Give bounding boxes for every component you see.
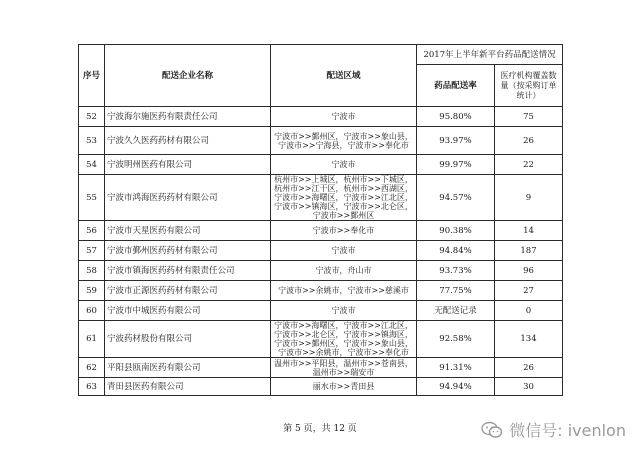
- row-region: 宁波市>>鄞州区，宁波市>>象山县，宁波市>>宁海县，宁波市>>奉化市: [271, 127, 417, 155]
- row-rate: 无配送记录: [417, 301, 495, 321]
- row-index: 52: [79, 107, 105, 127]
- row-index: 53: [79, 127, 105, 155]
- row-rate: 90.38%: [417, 221, 495, 241]
- page-number: 第 5 页，共 12 页: [283, 424, 357, 434]
- row-coverage: 22: [495, 155, 563, 175]
- row-coverage: 187: [495, 241, 563, 261]
- row-coverage: 26: [495, 127, 563, 155]
- row-company: 宁波市鸿海医药药材有限公司: [105, 175, 271, 221]
- table-row: [79, 301, 563, 321]
- delivery-table: [78, 44, 563, 396]
- row-index: 63: [79, 378, 105, 396]
- row-coverage: 27: [495, 281, 563, 301]
- header-rate: 药品配送率: [417, 65, 495, 107]
- row-coverage: 14: [495, 221, 563, 241]
- row-region: 杭州市>>上城区，杭州市>>下城区，杭州市>>江干区，杭州市>>西湖区，宁波市>>海曙区，宁波市>>江北区，宁波市>>镇海区，宁波市>>北仑区，宁波市>>鄞州区: [271, 175, 417, 221]
- table-row: [79, 281, 563, 301]
- row-region: 宁波市: [271, 241, 417, 261]
- row-index: 61: [79, 321, 105, 358]
- header-company: 配送企业名称: [105, 45, 271, 107]
- row-rate: 91.31%: [417, 358, 495, 378]
- row-index: 56: [79, 221, 105, 241]
- row-region: 宁波市>>奉化市: [271, 221, 417, 241]
- table-row: [79, 241, 563, 261]
- row-index: 58: [79, 261, 105, 281]
- table-row: [79, 358, 563, 378]
- watermark: [481, 418, 626, 441]
- row-region: 宁波市: [271, 301, 417, 321]
- table-row: [79, 175, 563, 221]
- row-rate: 94.57%: [417, 175, 495, 221]
- row-index: 60: [79, 301, 105, 321]
- table-row: [79, 107, 563, 127]
- row-coverage: 134: [495, 321, 563, 358]
- row-rate: 93.73%: [417, 261, 495, 281]
- row-coverage: 26: [495, 358, 563, 378]
- row-company: 宁波市中城医药有限公司: [105, 301, 271, 321]
- table-row: [79, 127, 563, 155]
- row-index: 54: [79, 155, 105, 175]
- row-rate: 77.75%: [417, 281, 495, 301]
- row-rate: 92.58%: [417, 321, 495, 358]
- row-rate: 95.80%: [417, 107, 495, 127]
- table-body: [79, 107, 563, 396]
- watermark-text: 微信号: ivenlon: [509, 421, 626, 440]
- table-row: [79, 321, 563, 358]
- header-coverage: 医疗机构覆盖数量（按采购订单统计）: [495, 65, 563, 107]
- row-region: 宁波市>>余姚市，宁波市>>慈溪市: [271, 281, 417, 301]
- row-company: 宁波久久医药药材有限公司: [105, 127, 271, 155]
- row-region: 温州市>>平阳县，温州市>>苍南县，温州市>>瑞安市: [271, 358, 417, 378]
- row-coverage: 75: [495, 107, 563, 127]
- row-rate: 93.97%: [417, 127, 495, 155]
- row-region: 宁波市: [271, 155, 417, 175]
- header-index: 序号: [79, 45, 105, 107]
- row-rate: 94.84%: [417, 241, 495, 261]
- row-company: 宁波市镇海医药药材有限责任公司: [105, 261, 271, 281]
- row-region: 宁波市: [271, 107, 417, 127]
- row-region: 宁波市，舟山市: [271, 261, 417, 281]
- header-region: 配送区域: [271, 45, 417, 107]
- row-index: 55: [79, 175, 105, 221]
- table-row: [79, 155, 563, 175]
- table-row: [79, 261, 563, 281]
- table-row: [79, 221, 563, 241]
- row-company: 宁波市正源医药药材有限公司: [105, 281, 271, 301]
- row-company: 宁波明州医药有限公司: [105, 155, 271, 175]
- row-company: 宁波药材股份有限公司: [105, 321, 271, 358]
- wechat-icon: [481, 421, 503, 439]
- row-index: 59: [79, 281, 105, 301]
- row-region: 丽水市>>青田县: [271, 378, 417, 396]
- row-region: 宁波市>>海曙区，宁波市>>江北区，宁波市>>北仑区，宁波市>>镇海区，宁波市>>鄞州区，宁波市>>象山县，宁波市>>余姚市，宁波市>>奉化市: [271, 321, 417, 358]
- header-row-1: [79, 45, 563, 65]
- row-coverage: 9: [495, 175, 563, 221]
- row-index: 62: [79, 358, 105, 378]
- row-rate: 99.97%: [417, 155, 495, 175]
- row-index: 57: [79, 241, 105, 261]
- row-coverage: 0: [495, 301, 563, 321]
- table-row: [79, 378, 563, 396]
- row-company: 宁波市鄞州医药药材有限公司: [105, 241, 271, 261]
- row-company: 平阳县瓯南医药有限公司: [105, 358, 271, 378]
- row-company: 青田县医药有限公司: [105, 378, 271, 396]
- row-company: 宁波市天星医药有限公司: [105, 221, 271, 241]
- row-company: 宁波海尔施医药有限责任公司: [105, 107, 271, 127]
- header-period: 2017年上半年新平台药品配送情况: [417, 45, 563, 65]
- row-rate: 94.94%: [417, 378, 495, 396]
- row-coverage: 30: [495, 378, 563, 396]
- row-coverage: 96: [495, 261, 563, 281]
